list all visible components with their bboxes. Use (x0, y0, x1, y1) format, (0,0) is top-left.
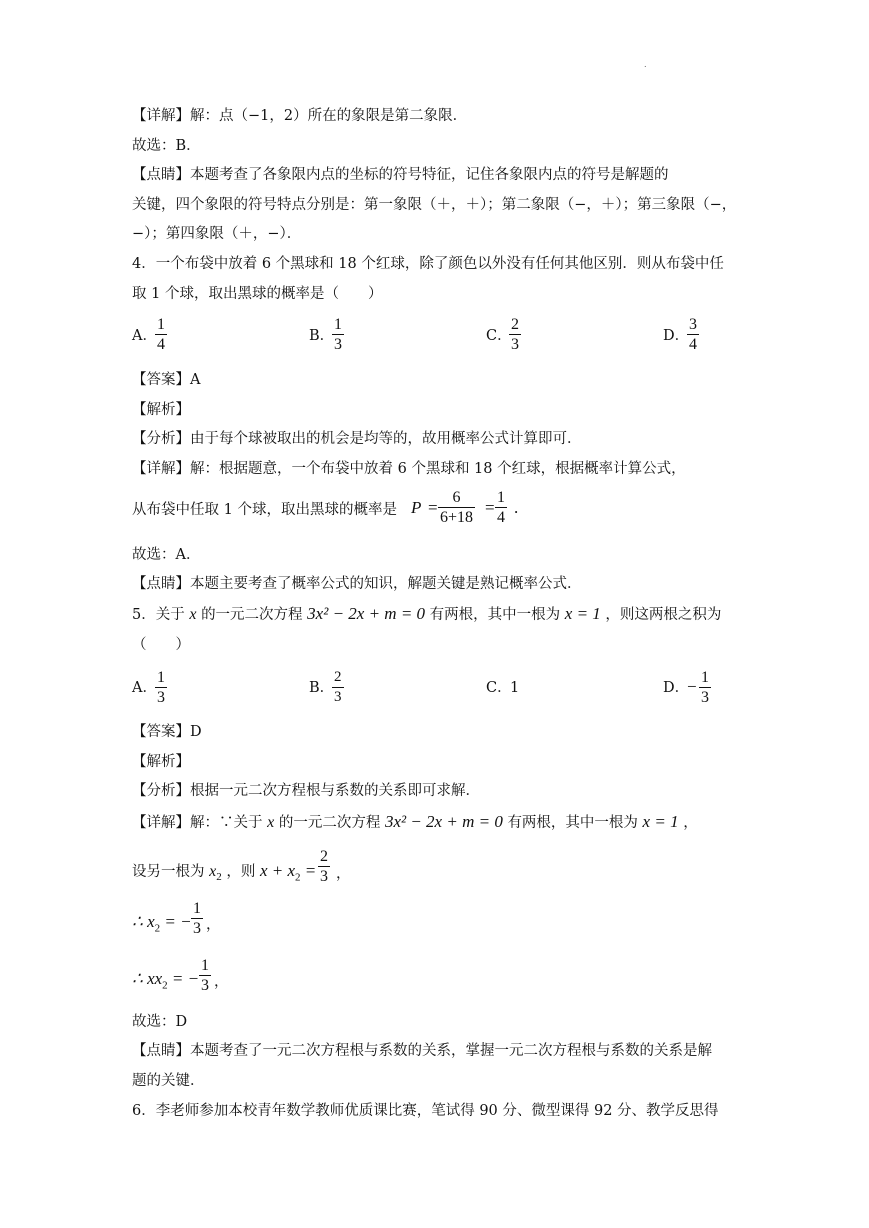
q5-step-2: ∴ $xx_2$ = − (132, 969, 200, 992)
step2-fraction: 1 3 (201, 957, 209, 994)
fraction: 1 4 (157, 316, 165, 353)
q5-comment-line-2: 题的关键． (132, 1073, 205, 1089)
sum-fraction: 2 3 (320, 848, 328, 885)
fraction: 3 4 (689, 316, 697, 353)
prob-result-fraction: 1 4 (497, 489, 505, 526)
q4-fenxi: 【分析】由于每个球被取出的机会是均等的，故用概率公式计算即可． (132, 431, 582, 447)
option-label: C． (486, 680, 512, 696)
q5-set-line: 设另一根为 $x_2$ ，则 $x + x_2$ = (132, 861, 317, 884)
fraction: 1 3 (157, 669, 165, 706)
fraction: 2 3 (511, 316, 519, 353)
q5-step-1: ∴ $x_2$ = − (132, 912, 192, 935)
option-label: C． (486, 328, 512, 344)
fraction: 1 3 (701, 669, 709, 706)
header-mark: . (644, 60, 647, 69)
option-label: A． (132, 680, 157, 696)
q5-comment-line-1: 【点睛】本题考查了一元二次方程根与系数的关系，掌握一元二次方程根与系数的关系是解 (132, 1043, 712, 1059)
fraction: 2 3 (334, 669, 342, 705)
q4-comment: 【点睛】本题主要考查了概率公式的知识，解题关键是熟记概率公式． (132, 576, 582, 592)
option-label: D． (663, 328, 690, 344)
q4-choice: 故选：A． (132, 547, 201, 563)
minus-sign: − (687, 677, 697, 696)
equals-sign: = (485, 498, 495, 517)
comment-line-3: −）；第四象限（＋，−）． (132, 226, 302, 242)
comment-line-1: 【点睛】本题考查了各象限内点的坐标的符号特征，记住各象限内点的符号是解题的 (132, 167, 669, 183)
period: . (514, 498, 519, 517)
comment-line-2: 关键，四个象限的符号特点分别是：第一象限（＋，＋）；第二象限（−，＋）；第三象限（−， (132, 197, 737, 213)
q6-stem-line-1: 6．李老师参加本校青年数学教师优质课比赛，笔试得 90 分、微型课得 92 分、教学反思得 (132, 1103, 719, 1119)
prob-symbol: P (411, 498, 422, 517)
q4-stem-line-1: 4．一个布袋中放着 6 个黑球和 18 个红球，除了颜色以外没有任何其他区别．则从布袋中任 (132, 256, 724, 272)
q4-answer: 【答案】A (132, 372, 201, 388)
q5-detail-line-1: 【详解】解：∵关于 x 的一元二次方程 3x² − 2x + m = 0 有两根，其中一根为 x = 1 ， (132, 812, 698, 831)
equals-sign: = (428, 498, 438, 517)
detail-line: 【详解】解：点（−1，2）所在的象限是第二象限． (132, 108, 468, 124)
prob-fraction: 6 6+18 (440, 489, 474, 526)
q4-detail-line-2: 从布袋中任取 1 个球，取出黑球的概率是 (132, 502, 397, 518)
q4-detail-line-1: 【详解】解：根据题意，一个布袋中放着 6 个黑球和 18 个红球，根据概率计算公式， (132, 461, 686, 477)
option-label: A． (132, 328, 157, 344)
q5-fenxi: 【分析】根据一元二次方程根与系数的关系即可求解． (132, 783, 480, 799)
step1-fraction: 1 3 (193, 900, 201, 937)
q4-analysis-heading: 【解析】 (132, 402, 190, 418)
option-label: B． (309, 328, 335, 344)
fraction: 1 3 (334, 316, 342, 353)
q4-stem-line-2: 取 1 个球，取出黑球的概率是（ ） (132, 286, 383, 302)
option-label: D． (663, 680, 690, 696)
choice-line: 故选：B． (132, 138, 201, 154)
q5-stem-line-1: 5．关于 x 的一元二次方程 3x² − 2x + m = 0 有两根，其中一根为 x = 1 ，则这两根之积为 (132, 604, 722, 623)
q5-stem-line-2: （ ） (132, 637, 190, 653)
option-value: 1 (510, 680, 520, 696)
q5-answer: 【答案】D (132, 724, 202, 740)
q5-choice: 故选：D (132, 1014, 188, 1030)
option-label: B． (309, 680, 335, 696)
q5-analysis-heading: 【解析】 (132, 754, 190, 770)
